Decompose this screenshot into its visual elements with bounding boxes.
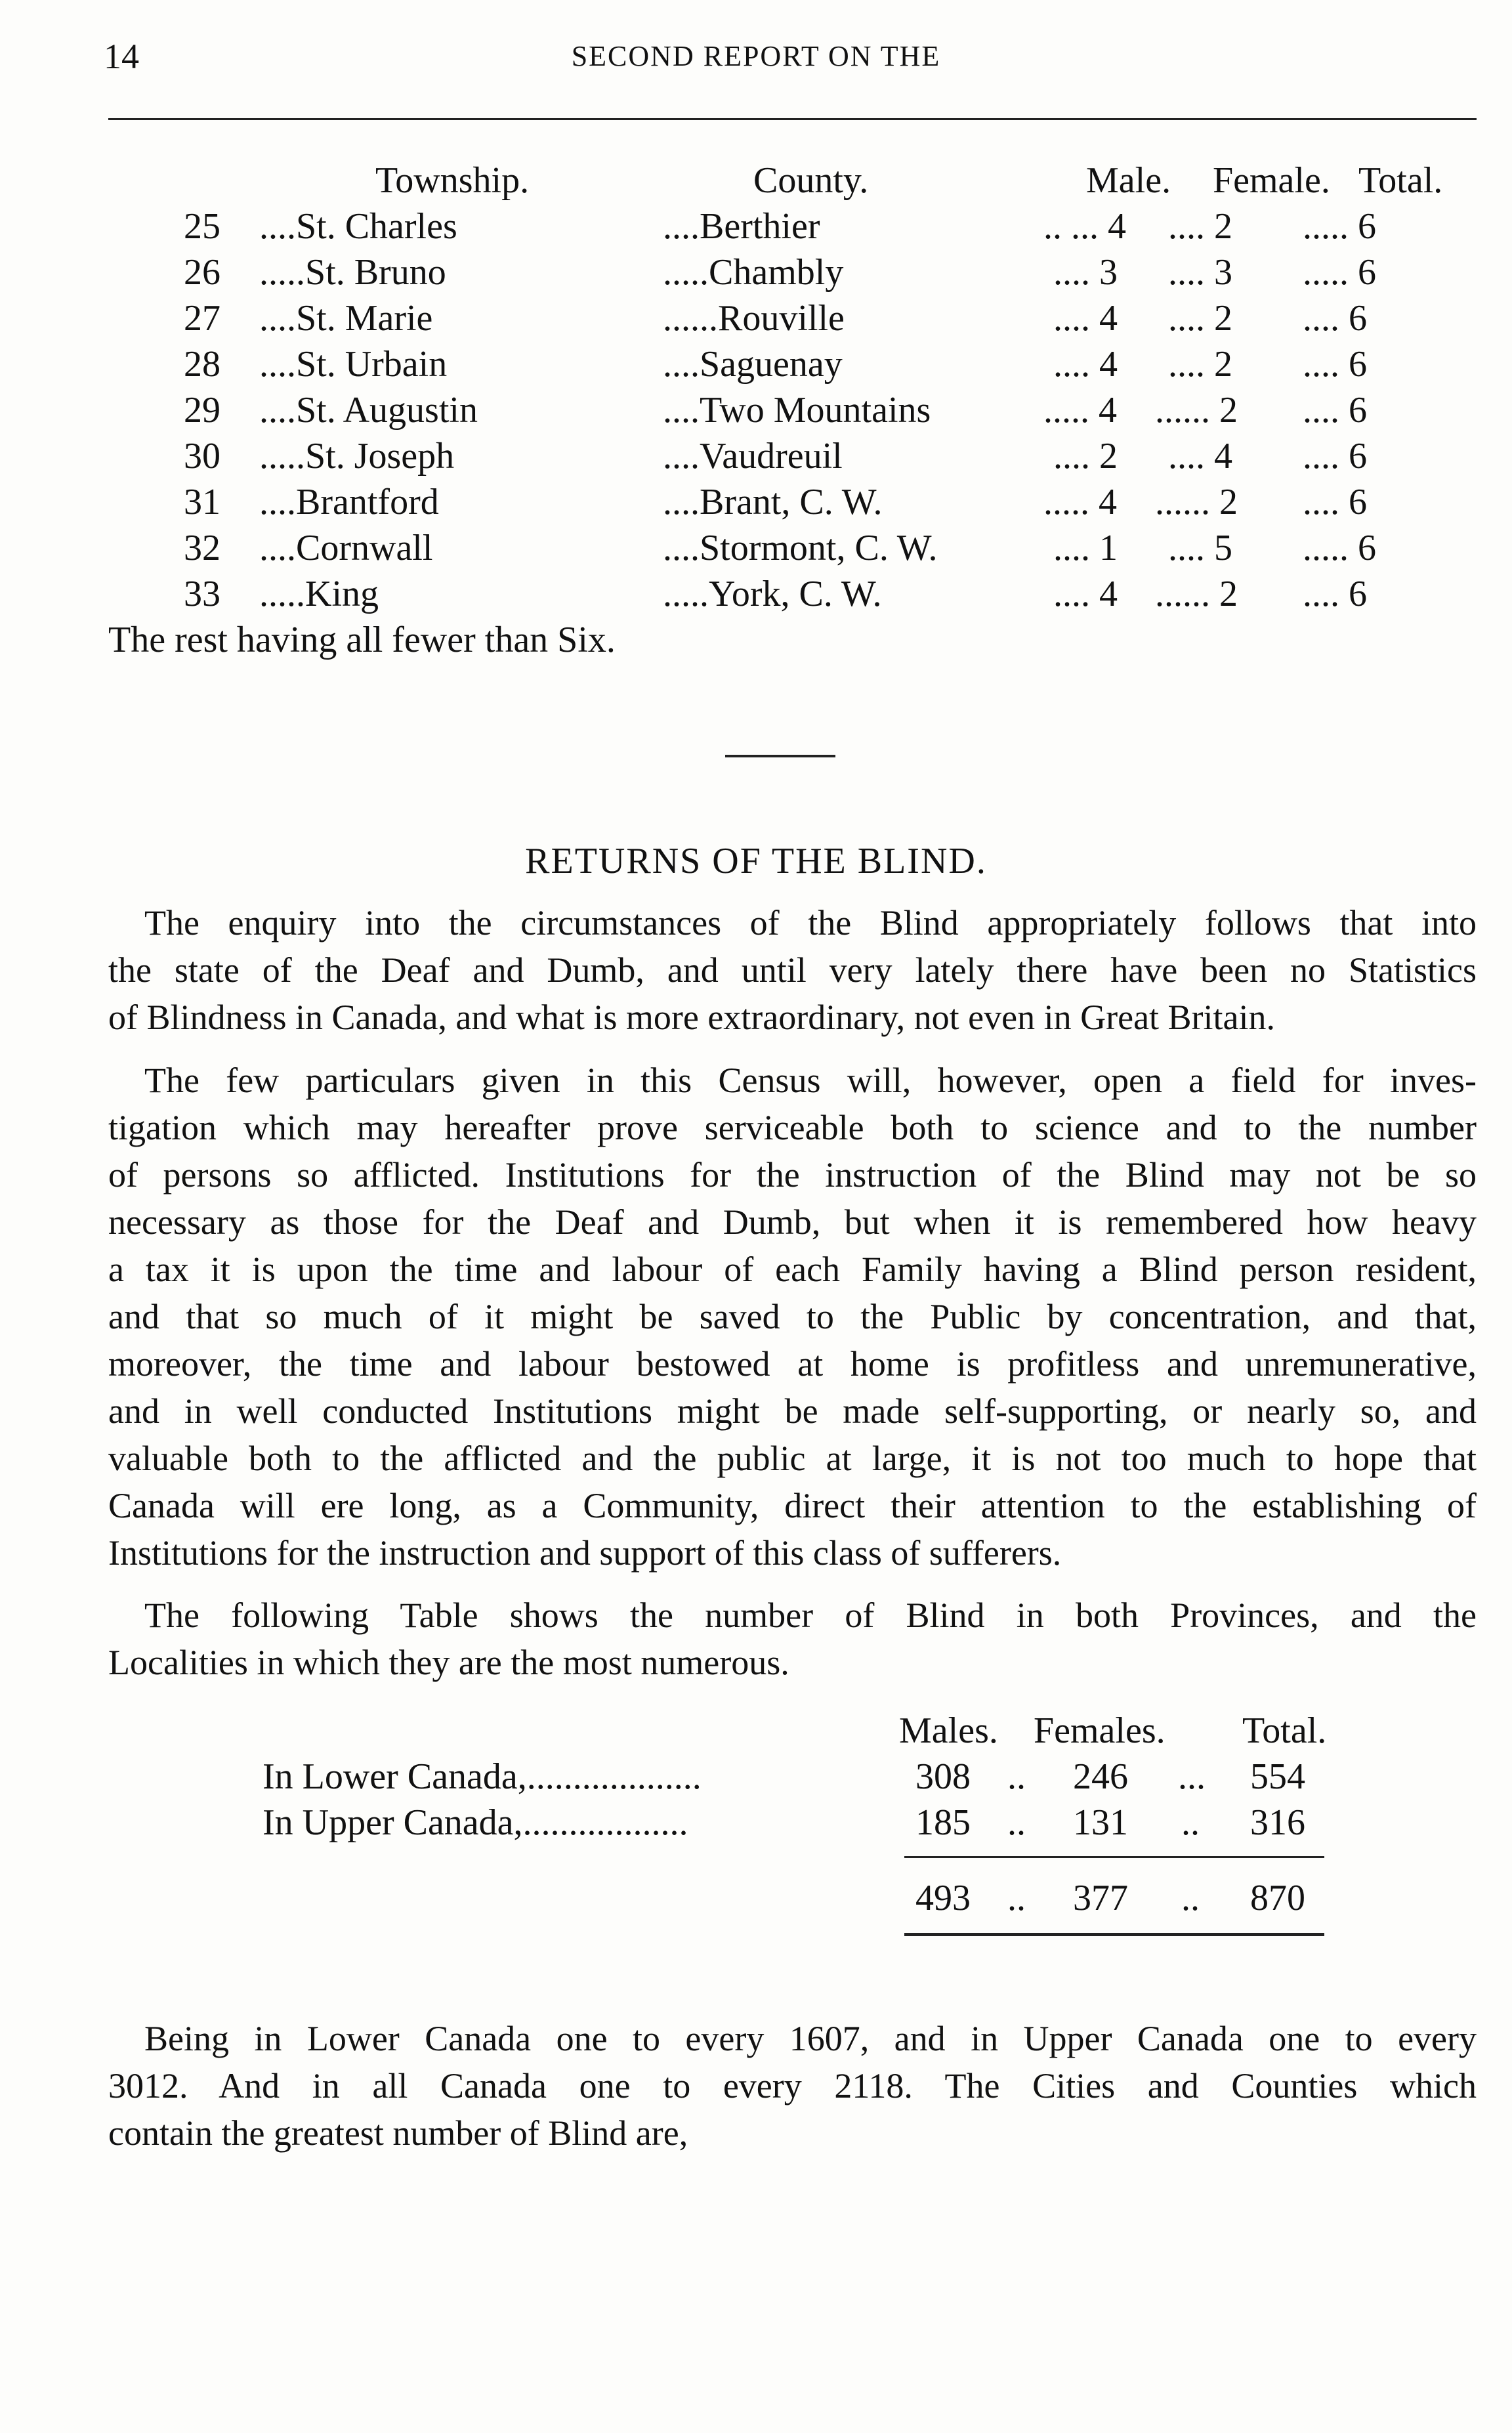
row-number: 32 xyxy=(184,528,220,568)
paragraph-line: necessary as those for the Deaf and Dumb, but when it is remembered how heavy xyxy=(108,1202,1477,1242)
county-name: ....Brant, C. W. xyxy=(663,482,883,522)
total-count: .... 6 xyxy=(1303,436,1367,476)
paragraph-line: tigation which may hereafter prove serviceable both to science and to the number xyxy=(108,1108,1477,1147)
township-name: ....St. Augustin xyxy=(259,390,478,431)
township-name: .....St. Bruno xyxy=(259,252,446,293)
total-value: 554 xyxy=(1250,1756,1305,1797)
total-value: 316 xyxy=(1250,1802,1305,1843)
female-count: .... 2 xyxy=(1168,298,1232,339)
females-total: 377 xyxy=(1073,1878,1128,1918)
col-header-males: Males. xyxy=(899,1710,998,1751)
paragraph-line: contain the greatest number of Blind are, xyxy=(108,2113,688,2153)
females-value: 131 xyxy=(1073,1802,1128,1843)
female-count: ...... 2 xyxy=(1155,390,1238,431)
paragraph-line: The following Table shows the number of Blind in both Provinces, and the xyxy=(144,1596,1477,1635)
township-name: ....St. Urbain xyxy=(259,344,448,385)
male-count: .... 4 xyxy=(1053,344,1118,385)
sum-rule xyxy=(904,1856,1324,1858)
row-number: 27 xyxy=(184,298,220,339)
male-count: .. ... 4 xyxy=(1043,206,1126,247)
female-count: .... 2 xyxy=(1168,344,1232,385)
closing-paragraph xyxy=(108,2015,1477,2157)
col-header-total: Total. xyxy=(1242,1710,1327,1751)
paragraph-line: valuable both to the afflicted and the public at large, it is not too much to hope that xyxy=(108,1439,1477,1478)
paragraph-line: The enquiry into the circumstances of the Blind appropriately follows that into xyxy=(144,903,1477,942)
township-name: ....St. Charles xyxy=(259,206,457,247)
paragraph-line: a tax it is upon the time and labour of each Family having a Blind person resident, xyxy=(108,1250,1477,1289)
total-count: .... 6 xyxy=(1303,574,1367,614)
female-count: .... 4 xyxy=(1168,436,1232,476)
female-count: .... 2 xyxy=(1168,206,1232,247)
county-name: ....Berthier xyxy=(663,206,820,247)
total-count: .... 6 xyxy=(1303,390,1367,431)
female-count: ...... 2 xyxy=(1155,574,1238,614)
paragraph-3 xyxy=(108,1592,1477,1686)
male-count: .... 1 xyxy=(1053,528,1118,568)
female-count: .... 3 xyxy=(1168,252,1232,293)
paragraph-line: Canada will ere long, as a Community, direct their attention to the establishing of xyxy=(108,1486,1477,1525)
section-divider xyxy=(725,755,835,757)
running-head: SECOND REPORT ON THE xyxy=(571,40,941,72)
male-count: .... 2 xyxy=(1053,436,1118,476)
col-header-total: Total. xyxy=(1358,160,1443,201)
male-count: .... 3 xyxy=(1053,252,1118,293)
paragraph-line: of Blindness in Canada, and what is more extraordinary, not even in Great Britain. xyxy=(108,998,1276,1037)
total-count: .... 6 xyxy=(1303,298,1367,339)
total-count: ..... 6 xyxy=(1303,252,1376,293)
county-name: ....Stormont, C. W. xyxy=(663,528,938,568)
row-number: 33 xyxy=(184,574,220,614)
female-count: ...... 2 xyxy=(1155,482,1238,522)
county-name: ......Rouville xyxy=(663,298,845,339)
row-number: 26 xyxy=(184,252,220,293)
paragraph-2 xyxy=(108,1057,1477,1576)
total-count: .... 6 xyxy=(1303,482,1367,522)
male-count: .... 4 xyxy=(1053,298,1118,339)
row-number: 28 xyxy=(184,344,220,385)
paragraph-line: and that so much of it might be saved to the Public by concentration, and that, xyxy=(108,1297,1477,1336)
males-value: 185 xyxy=(915,1802,971,1843)
page-number: 14 xyxy=(104,37,139,76)
total-double-rule xyxy=(904,1933,1324,1936)
separator: .. xyxy=(1181,1878,1200,1918)
col-header-female: Female. xyxy=(1213,160,1330,201)
paragraph-line: Being in Lower Canada one to every 1607, and in Upper Canada one to every xyxy=(144,2019,1477,2058)
female-count: .... 5 xyxy=(1168,528,1232,568)
section-heading: RETURNS OF THE BLIND. xyxy=(525,841,987,881)
row-number: 29 xyxy=(184,390,220,431)
paragraph-line: The few particulars given in this Census will, however, open a field for inves- xyxy=(144,1061,1477,1100)
table-footnote: The rest having all fewer than Six. xyxy=(108,620,616,660)
separator: .. xyxy=(1181,1802,1200,1843)
total-count: ..... 6 xyxy=(1303,206,1376,247)
separator: .. xyxy=(1007,1802,1026,1843)
total-count: ..... 6 xyxy=(1303,528,1376,568)
total-count: .... 6 xyxy=(1303,344,1367,385)
county-name: ....Saguenay xyxy=(663,344,843,385)
col-header-township: Township. xyxy=(375,160,530,201)
paragraph-line: of persons so afflicted. Institutions for the instruction of the Blind may not be so xyxy=(108,1155,1477,1195)
row-number: 31 xyxy=(184,482,220,522)
males-total: 493 xyxy=(915,1878,971,1918)
grand-total: 870 xyxy=(1250,1878,1305,1918)
county-name: .....Chambly xyxy=(663,252,844,293)
paragraph-line: Localities in which they are the most numerous. xyxy=(108,1643,789,1682)
females-value: 246 xyxy=(1073,1756,1128,1797)
row-label: In Upper Canada,.................. xyxy=(262,1802,688,1843)
paragraph-line: and in well conducted Institutions might be made self-supporting, or nearly so, and xyxy=(108,1391,1477,1431)
male-count: .... 4 xyxy=(1053,574,1118,614)
paragraph-line: 3012. And in all Canada one to every 2118. The Cities and Counties which xyxy=(108,2066,1477,2105)
col-header-county: County. xyxy=(753,160,869,201)
county-name: ....Vaudreuil xyxy=(663,436,843,476)
separator: .. xyxy=(1007,1878,1026,1918)
col-header-male: Male. xyxy=(1086,160,1171,201)
male-count: ..... 4 xyxy=(1043,482,1117,522)
separator: ... xyxy=(1178,1756,1206,1797)
row-label: In Lower Canada,................... xyxy=(262,1756,702,1797)
township-name: ....Cornwall xyxy=(259,528,433,568)
row-number: 25 xyxy=(184,206,220,247)
paragraph-line: the state of the Deaf and Dumb, and until very lately there have been no Statistics xyxy=(108,950,1477,990)
township-name: .....St. Joseph xyxy=(259,436,455,476)
col-header-females: Females. xyxy=(1034,1710,1166,1751)
township-name: .....King xyxy=(259,574,379,614)
paragraph-1 xyxy=(108,899,1477,1041)
paragraph-line: moreover, the time and labour bestowed at home is profitless and unremunerative, xyxy=(108,1344,1477,1384)
separator: .. xyxy=(1007,1756,1026,1797)
male-count: ..... 4 xyxy=(1043,390,1117,431)
paragraph-line: Institutions for the instruction and support of this class of sufferers. xyxy=(108,1533,1062,1573)
row-number: 30 xyxy=(184,436,220,476)
header-rule xyxy=(108,118,1477,120)
county-name: ....Two Mountains xyxy=(663,390,931,431)
county-name: .....York, C. W. xyxy=(663,574,882,614)
township-name: ....St. Marie xyxy=(259,298,433,339)
township-name: ....Brantford xyxy=(259,482,439,522)
males-value: 308 xyxy=(915,1756,971,1797)
